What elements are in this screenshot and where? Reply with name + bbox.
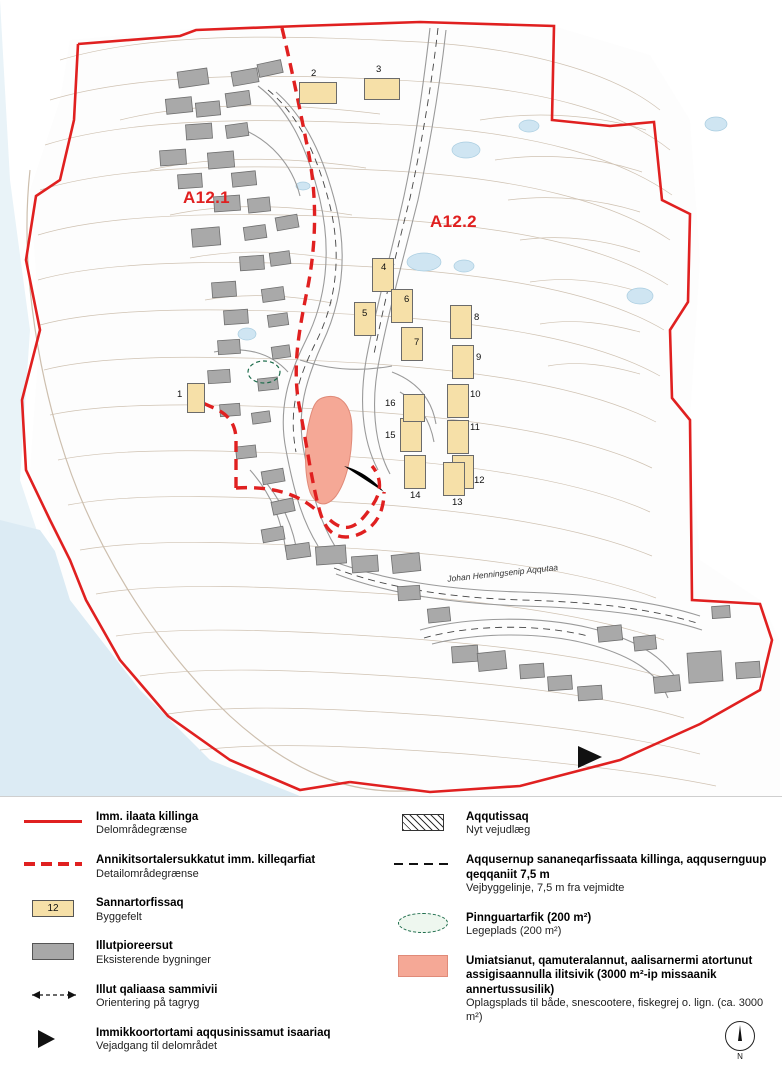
- legend-title: Pinnguartarfik (200 m²): [466, 911, 592, 924]
- legend-subtitle: Byggefelt: [96, 910, 142, 923]
- plot-label-12: 12: [474, 475, 485, 486]
- legend-item-legeplads: [392, 910, 770, 939]
- plot-11[interactable]: [447, 420, 469, 454]
- plot-label-11: 11: [470, 422, 480, 433]
- plot-15[interactable]: [400, 418, 422, 452]
- legend-column-left: [22, 809, 392, 1068]
- legend-subtitle: Delområdegrænse: [96, 824, 188, 837]
- legend-item-vejbyggelinje: [392, 852, 770, 896]
- plot-6[interactable]: [391, 289, 413, 323]
- plot-label-10: 10: [470, 389, 481, 400]
- plot-label-8: 8: [474, 312, 480, 323]
- plot-8[interactable]: [450, 305, 472, 339]
- legend-subtitle: Vejadgang til delområdet: [96, 1040, 218, 1052]
- legend-item-delomraadegraense: [22, 809, 392, 838]
- plot-label-13: 13: [452, 497, 463, 508]
- compass-needle-icon: [738, 1025, 742, 1041]
- plot-box-sample-label: 12: [32, 900, 74, 917]
- plot-label-3: 3: [376, 64, 382, 75]
- salmon-area-box-icon: [392, 953, 456, 979]
- legend-item-eksisterende-bygninger: [22, 938, 392, 967]
- legend-item-vejadgang: [22, 1025, 392, 1054]
- grey-building-box-icon: [22, 938, 86, 964]
- black-triangle-icon: [22, 1025, 86, 1051]
- plot-label-15: 15: [385, 430, 396, 441]
- legend-subtitle: Legeplads (200 m²): [466, 925, 562, 937]
- plot-label-16: 16: [385, 398, 396, 409]
- double-arrow-dashed-icon: [22, 982, 86, 1008]
- legend-title: Annikitsortalersukkatut imm. killeqarfiat: [96, 854, 316, 867]
- legend-subtitle: Nyt vejudlæg: [466, 824, 531, 837]
- compass-ring: [725, 1021, 755, 1051]
- plot-16[interactable]: [403, 394, 425, 422]
- green-dashed-ellipse-icon: [392, 910, 456, 936]
- legend-title: Imm. ilaata killinga: [96, 811, 199, 823]
- legend-subtitle: Detailområdegrænse: [96, 867, 199, 880]
- black-dashed-line-icon: [392, 852, 456, 878]
- legend-subtitle: Oplagsplads til både, snescootere, fiskegrej o. lign. (ca. 3000 m²): [466, 996, 764, 1023]
- road-label-johan-henningsenip-aqqutaa: Johan Henningsenip Aqqutaa: [446, 562, 559, 584]
- plot-label-6: 6: [404, 294, 410, 305]
- legend-title: Immikkoortortami aqqusinissamut isaariaq: [96, 1026, 331, 1039]
- legend-item-detailomraadegraense: [22, 852, 392, 881]
- zone-label-a121: A12.1: [183, 188, 230, 207]
- compass-north-label: N: [737, 1052, 743, 1061]
- plot-label-1: 1: [177, 389, 183, 400]
- legend-title: Aqqusernup sananeqarfissaata killinga, aqqusernguup qeqqaniit 7,5 m: [466, 854, 767, 881]
- legend-title: Sannartorfissaq: [96, 897, 184, 910]
- plot-14[interactable]: [404, 455, 426, 489]
- plot-10[interactable]: [447, 384, 469, 418]
- plot-box-icon: [22, 895, 86, 921]
- plot-label-9: 9: [476, 352, 482, 363]
- double-arrow-svg: [22, 989, 86, 1001]
- legend-item-tagryg-orientering: [22, 982, 392, 1011]
- legend-subtitle: Orientering på tagryg: [96, 996, 200, 1009]
- legend-title: Illutpioreersut: [96, 940, 173, 953]
- red-solid-line-icon: [22, 809, 86, 835]
- legend-item-nyt-vejudlaeg: [392, 809, 770, 838]
- plot-label-5: 5: [362, 308, 368, 319]
- legend-item-byggefelt: [22, 895, 392, 924]
- plot-label-7: 7: [414, 337, 420, 348]
- legend-title: Illut qaliaasa sammivii: [96, 983, 218, 996]
- legend-column-right: [392, 809, 770, 1038]
- plot-1[interactable]: [187, 383, 205, 413]
- legend-subtitle: Eksisterende bygninger: [96, 953, 211, 966]
- plot-label-4: 4: [381, 262, 387, 273]
- zone-label-a122: A12.2: [430, 212, 477, 231]
- plot-2[interactable]: [299, 82, 337, 104]
- legend-title: Aqqutissaq: [466, 811, 529, 823]
- legend-subtitle: Vejbyggelinje, 7,5 m fra vejmidte: [466, 881, 625, 894]
- plot-3[interactable]: [364, 78, 400, 100]
- plot-7[interactable]: [401, 327, 423, 361]
- legend-panel: [0, 796, 782, 1081]
- hatched-road-box-icon: [392, 809, 456, 835]
- plot-label-14: 14: [410, 490, 421, 501]
- plot-13[interactable]: [443, 462, 465, 496]
- compass-rose: [720, 1021, 760, 1067]
- plot-label-2: 2: [311, 68, 317, 79]
- red-dashed-line-icon: [22, 852, 86, 878]
- plot-9[interactable]: [452, 345, 474, 379]
- legend-item-oplagsplads: [392, 953, 770, 1025]
- legend-title: Umiatsianut, qamuteralannut, aalisarnermi atortunut assigisaannulla ilitsivik (3000 m²-ip missaanik annertussusilik): [466, 954, 753, 996]
